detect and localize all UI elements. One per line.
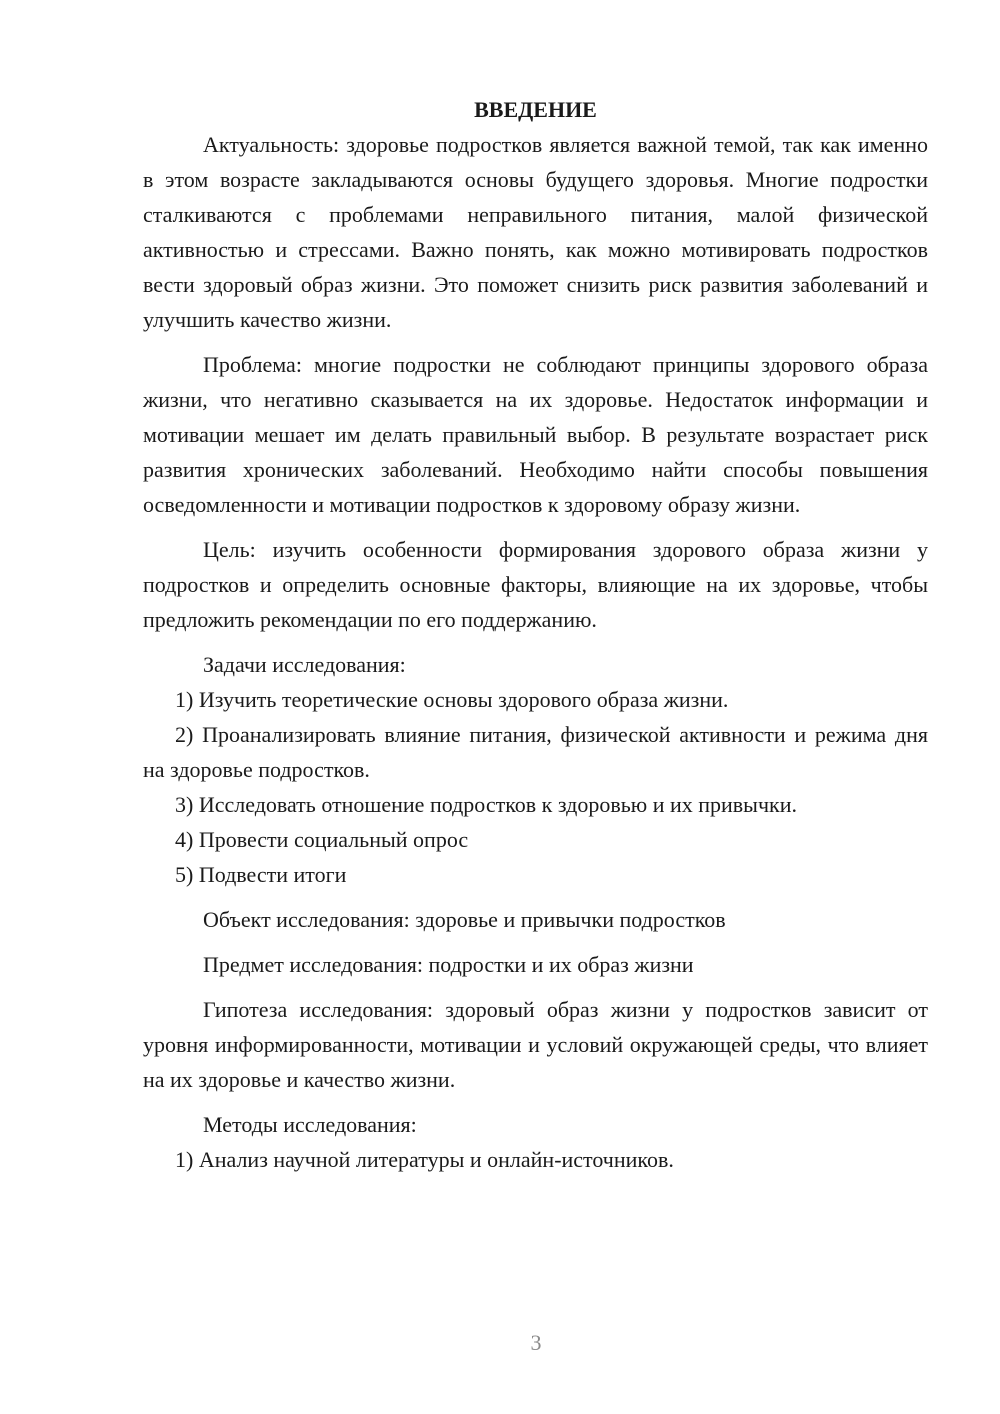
paragraph-relevance: Актуальность: здоровье подростков является важной темой, так как именно в этом возрасте закладываются основы будущего здоровья. Многие подростки сталкиваются с проблемами неправильного питания, малой физической активностью и стрессами. Важно понять, как можно мотивировать подростков вести здоровый образ жизни. Это поможет снизить риск развития заболеваний и улучшить качество жизни. xyxy=(143,132,928,332)
page-title: ВВЕДЕНИЕ xyxy=(474,97,597,122)
methods-heading: Методы исследования: xyxy=(203,1112,417,1137)
task-item-5: 5) Подвести итоги xyxy=(175,862,347,887)
page-number: 3 xyxy=(530,1330,542,1355)
tasks-heading: Задачи исследования: xyxy=(203,652,406,677)
paragraph-hypothesis: Гипотеза исследования: здоровый образ жизни у подростков зависит от уровня информированности, мотивации и условий окружающей среды, что влияет на их здоровье и качество жизни. xyxy=(143,997,928,1092)
task-item-1: 1) Изучить теоретические основы здорового образа жизни. xyxy=(175,687,729,712)
document-page xyxy=(143,92,928,1177)
task-item-4: 4) Провести социальный опрос xyxy=(175,827,469,852)
paragraph-subject: Предмет исследования: подростки и их образ жизни xyxy=(203,952,694,977)
paragraph-problem: Проблема: многие подростки не соблюдают принципы здорового образа жизни, что негативно сказывается на их здоровье. Недостаток информации и мотивации мешает им делать правильный выбор. В результате возрастает риск развития хронических заболеваний. Необходимо найти способы повышения осведомленности и мотивации подростков к здоровому образу жизни. xyxy=(143,352,928,517)
task-item-3: 3) Исследовать отношение подростков к здоровью и их привычки. xyxy=(175,792,797,817)
paragraph-object: Объект исследования: здоровье и привычки подростков xyxy=(203,907,726,932)
paragraph-goal: Цель: изучить особенности формирования здорового образа жизни у подростков и определить основные факторы, влияющие на их здоровье, чтобы предложить рекомендации по его поддержанию. xyxy=(143,537,928,632)
method-item-1: 1) Анализ научной литературы и онлайн-источников. xyxy=(175,1147,674,1172)
task-item-2: 2) Проанализировать влияние питания, физической активности и режима дня на здоровье подростков. xyxy=(143,722,928,782)
